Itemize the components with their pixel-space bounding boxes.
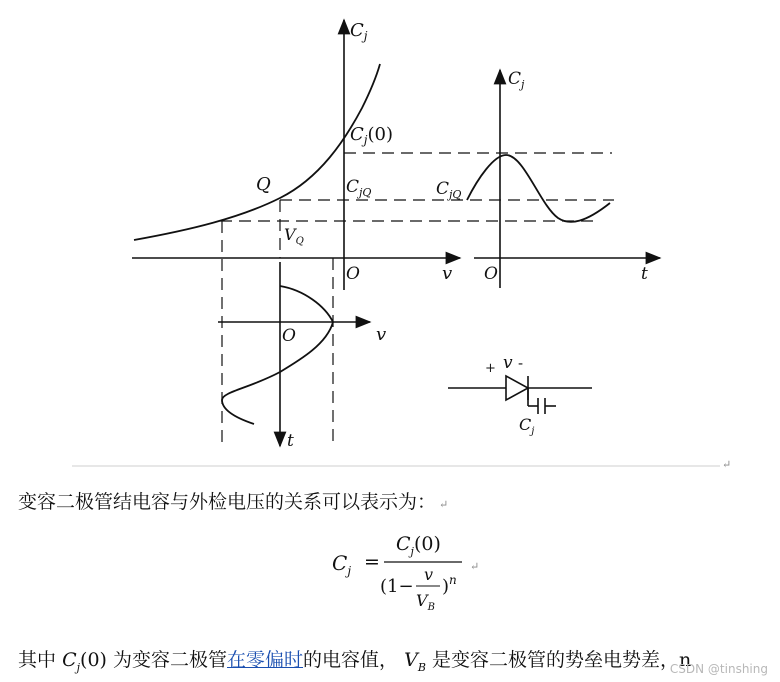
v-time-waveform — [222, 286, 333, 424]
csdn-watermark: CSDN @tinshing — [669, 662, 768, 676]
right-origin-label: O — [484, 264, 498, 284]
main-cj-axis-label: $C_j$ — [350, 20, 368, 43]
lower-t-axis-label: t — [287, 431, 294, 451]
formula-lhs: $C_j$ — [332, 551, 352, 578]
intro-paragraph — [18, 487, 448, 514]
lower-v-axis-label: v — [376, 324, 387, 345]
diode-plus-label: + — [485, 361, 496, 376]
cv-curve — [134, 64, 380, 240]
bottom-text-2: 为变容二极管 — [113, 649, 228, 671]
bottom-text-4: 是变容二极管的势垒电势差，n — [431, 649, 692, 671]
cj0-label: $C_j(0)$ — [350, 124, 394, 147]
varactor-diode-symbol — [448, 376, 592, 414]
diode-cj-label: $C_j$ — [519, 415, 535, 437]
capacitance-formula — [330, 530, 500, 625]
bottom-link-zero-bias[interactable]: 在零偏时 — [227, 649, 304, 671]
intro-text: 变容二极管结电容与外检电压的关系可以表示为： — [18, 491, 437, 513]
vq-label: $V_Q$ — [284, 225, 304, 247]
bottom-paragraph — [18, 645, 691, 674]
formula-den-vb: $V_B$ — [416, 591, 435, 613]
formula-numerator: $C_j(0)$ — [396, 533, 441, 558]
paragraph-mark: ↵ — [439, 498, 449, 511]
right-t-axis-label: t — [641, 264, 648, 284]
formula-equals: = — [364, 551, 380, 573]
main-v-axis-label: v — [442, 263, 453, 284]
formula-den-close: ) — [442, 576, 450, 597]
diode-v-label: v — [503, 353, 513, 373]
bottom-cj-symbol: $C_j$ — [62, 649, 81, 674]
bottom-text-3: 的电容值， — [303, 649, 399, 671]
formula-para-mark: ↵ — [470, 560, 480, 573]
lower-origin-label: O — [282, 326, 296, 346]
bottom-text-1: 其中 — [18, 649, 57, 671]
cj-time-waveform — [467, 155, 610, 222]
figure-para-mark: ↵ — [722, 458, 732, 470]
formula-den-exponent: n — [449, 573, 457, 587]
right-cjq-label: $C_{jQ}$ — [436, 179, 462, 201]
formula-den-open: (1− — [380, 576, 414, 597]
q-point-label: Q — [256, 174, 271, 195]
formula-den-v: v — [424, 565, 434, 584]
bottom-cj-arg: (0) — [80, 649, 107, 671]
main-origin-label: O — [346, 264, 360, 284]
bottom-vb-symbol: $V_B$ — [404, 649, 426, 674]
right-cj-axis-label: $C_j$ — [508, 69, 525, 91]
cjq-label: $C_{jQ}$ — [346, 177, 372, 199]
diode-minus-label: - — [518, 354, 524, 372]
